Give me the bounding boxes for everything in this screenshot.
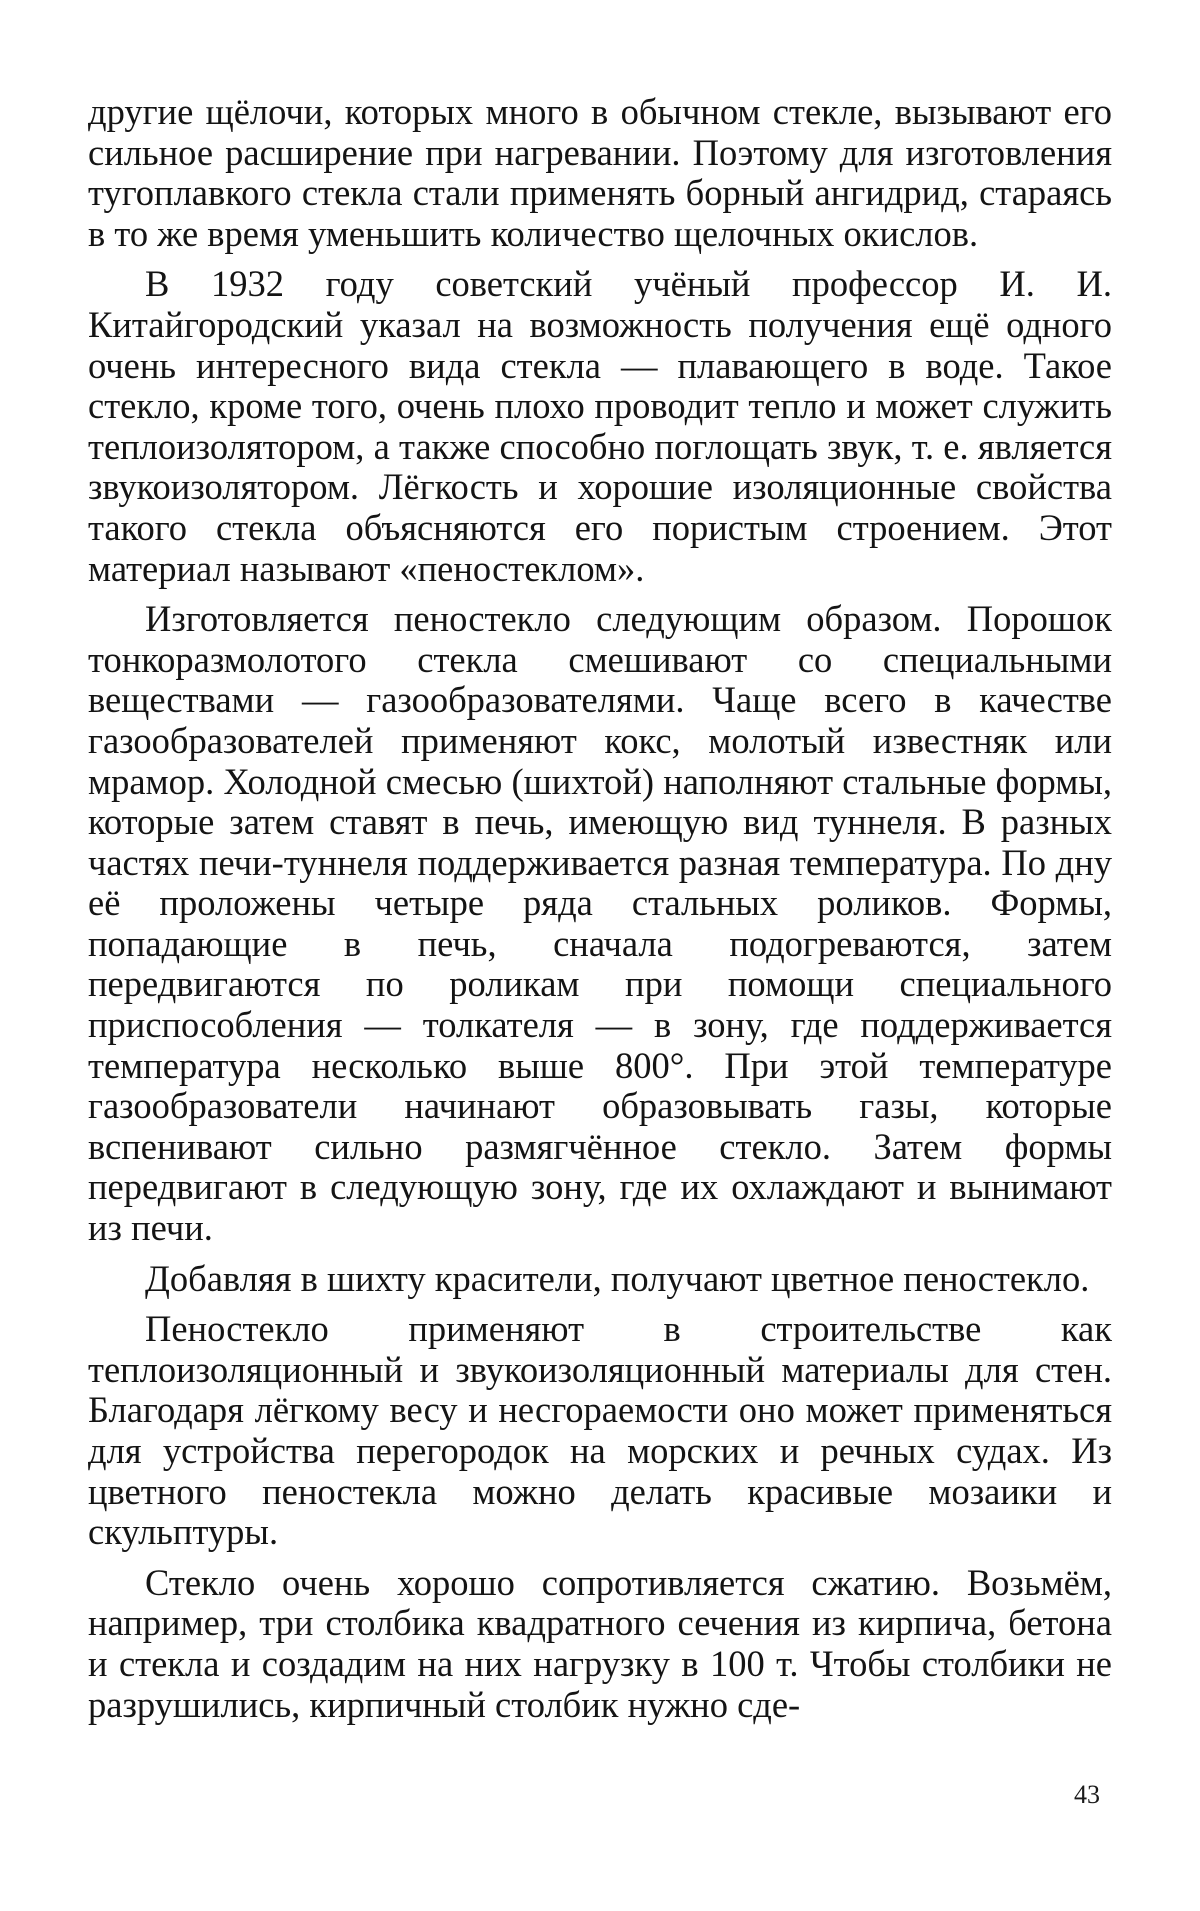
paragraph-colored-foam-glass: Добавляя в шихту красители, получают цветное пеностекло.: [145, 1257, 1090, 1299]
page-body-text: [88, 92, 1112, 1735]
paragraph-manufacturing: Изготовляется пеностекло следующим образом. Порошок тонкоразмолотого стекла смешивают со специальными веществами — газообразователями. Чаще всего в качестве газообразователей применяют кокс, молотый известняк или мрамор. Холодной смесью (шихтой) наполняют стальные формы, которые затем ставят в печь, имеющую вид туннеля. В разных частях печи-туннеля поддерживается разная температура. По дну её проложены четыре ряда стальных роликов. Формы, попадающие в печь, сначала подогреваются, затем передвигаются по роликам при помощи специального приспособления — толкателя — в зону, где поддерживается температура несколько выше 800°. При этой температуре газообразователи начинают образовывать газы, которые вспенивают сильно размягчённое стекло. Затем формы передвигают в следующую зону, где их охлаждают и вынимают из печи.: [88, 598, 1112, 1249]
paragraph-compression: Стекло очень хорошо сопротивляется сжатию. Возьмём, например, три столбика квадратного сечения из кирпича, бетона и стекла и создадим на них нагрузку в 100 т. Чтобы столбики не разрушились, кирпичный столбик нужно сде-: [88, 1561, 1112, 1725]
paragraph-applications: Пеностекло применяют в строительстве как теплоизоляционный и звукоизоляционный материалы для стен. Благодаря лёгкому весу и несгораемости оно может применяться для устройства перегородок на морских и речных судах. Из цветного пеностекла можно делать красивые мозаики и скульптуры.: [88, 1308, 1112, 1553]
paragraph-continuation: другие щёлочи, которых много в обычном стекле, вызывают его сильное расширение при нагревании. Поэтому для изготовления тугоплавкого стекла стали применять борный ангидрид, стараясь в то же время уменьшить количество щелочных окислов.: [88, 91, 1112, 254]
page-number: 43: [1074, 1780, 1100, 1809]
paragraph-kitaigorodsky: В 1932 году советский учёный профессор И. И. Китайгородский указал на возможность получения ещё одного очень интересного вида стекла — плавающего в воде. Такое стекло, кроме того, очень плохо проводит тепло и может служить теплоизолятором, а также способно поглощать звук, т. е. является звукоизолятором. Лёгкость и хорошие изоляционные свойства такого стекла объясняются его пористым строением. Этот материал называют «пеностеклом».: [88, 263, 1112, 589]
